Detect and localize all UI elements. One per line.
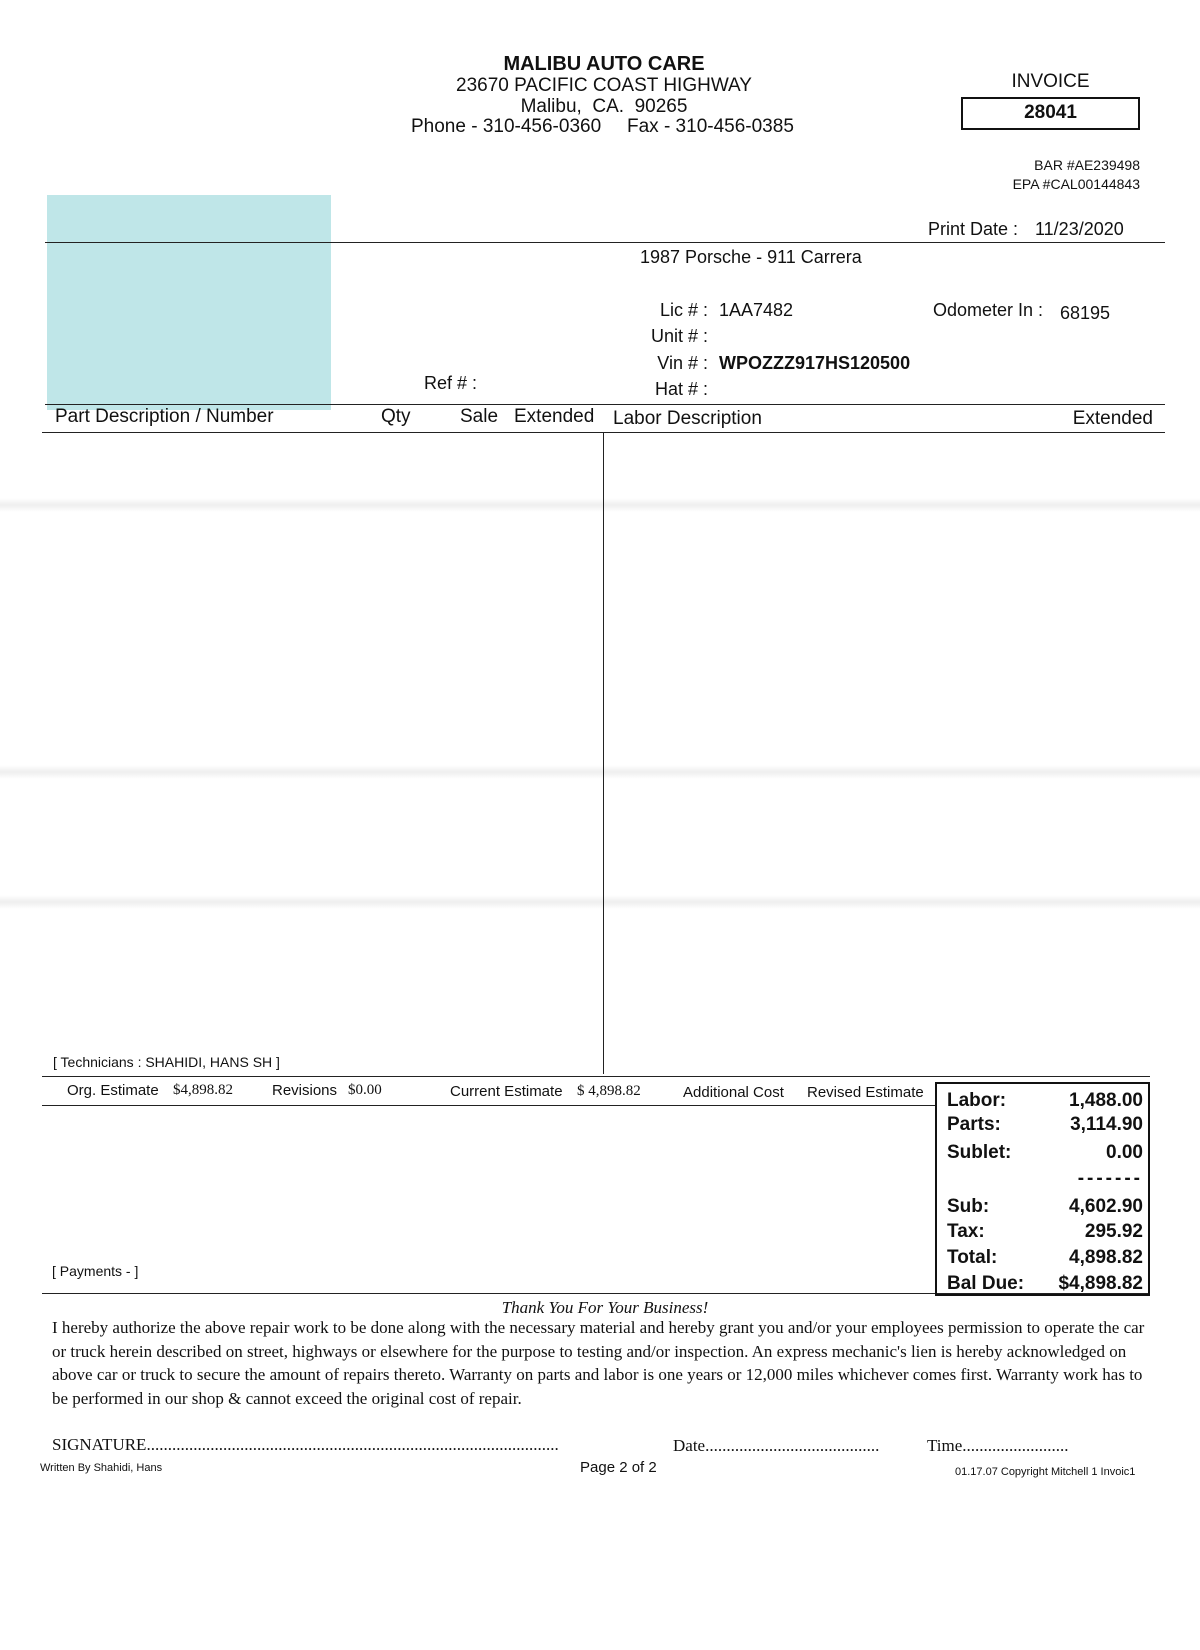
vin-value: WPOZZZ917HS120500 (719, 353, 911, 373)
tax-label: Tax: (947, 1221, 985, 1242)
time-line: Time......................... (927, 1436, 1069, 1455)
col-extended: Extended (514, 406, 595, 427)
current-estimate-value: $ 4,898.82 (577, 1083, 641, 1099)
epa-number: EPA #CAL00144843 (1012, 176, 1140, 192)
vehicle-description: 1987 Porsche - 911 Carrera (640, 247, 862, 267)
col-part-description: Part Description / Number (55, 406, 274, 427)
company-phone: Phone - 310-456-0360 (411, 116, 602, 137)
sublet-value: 0.00 (1106, 1142, 1143, 1163)
payments: [ Payments - ] (52, 1263, 139, 1279)
estimate-top-rule (42, 1076, 1150, 1077)
page-number: Page 2 of 2 (580, 1459, 657, 1476)
sublet-label: Sublet: (947, 1142, 1012, 1163)
invoice-number: 28041 (961, 97, 1140, 130)
col-sale: Sale (460, 406, 499, 427)
revisions-value: $0.00 (348, 1082, 382, 1098)
col-qty: Qty (381, 406, 411, 427)
totals-box (935, 1082, 1150, 1296)
odometer-label: Odometer In : (933, 300, 1044, 320)
total-label: Total: (947, 1247, 998, 1268)
col-labor-extended: Extended (1072, 408, 1153, 429)
labor-value: 1,488.00 (1069, 1090, 1143, 1111)
parts-value: 3,114.90 (1070, 1114, 1143, 1135)
sub-label: Sub: (947, 1196, 990, 1217)
thank-you: Thank You For Your Business! (501, 1298, 709, 1317)
company-name: MALIBU AUTO CARE (503, 53, 705, 75)
company-street: 23670 PACIFIC COAST HIGHWAY (456, 75, 752, 96)
parts-label: Parts: (947, 1114, 1001, 1135)
scan-streak (0, 498, 1200, 512)
unit-label: Unit # : (650, 326, 708, 346)
additional-cost-label: Additional Cost (683, 1084, 784, 1101)
invoice-label: INVOICE (1011, 71, 1090, 92)
print-date-label: Print Date : (928, 219, 1019, 239)
header-rule (45, 242, 1165, 243)
org-estimate-value: $4,898.82 (173, 1082, 233, 1098)
copyright: 01.17.07 Copyright Mitchell 1 Invoic1 (955, 1466, 1136, 1478)
labor-label: Labor: (947, 1090, 1007, 1111)
org-estimate-label: Org. Estimate (67, 1082, 159, 1099)
revisions-label: Revisions (272, 1082, 338, 1099)
col-labor-description: Labor Description (613, 408, 762, 429)
baldue-label: Bal Due: (947, 1273, 1025, 1294)
redaction-box (47, 195, 331, 410)
baldue-value: $4,898.82 (1058, 1273, 1143, 1294)
print-date: 11/23/2020 (1035, 219, 1124, 239)
hat-label: Hat # : (654, 379, 708, 399)
date-line: Date......................................... (673, 1436, 880, 1455)
total-value: 4,898.82 (1069, 1247, 1143, 1268)
revised-estimate-label: Revised Estimate (807, 1084, 924, 1101)
vin-label: Vin # : (657, 353, 708, 373)
odometer-value: 68195 (1060, 303, 1111, 323)
written-by: Written By Shahidi, Hans (40, 1462, 163, 1474)
columns-top-rule (45, 404, 1165, 405)
sub-value: 4,602.90 (1069, 1196, 1143, 1217)
technicians: [ Technicians : SHAHIDI, HANS SH ] (53, 1054, 280, 1070)
legal-text: I hereby authorize the above repair work to be done along with the necessary material and hereby grant you and/or your employees permission to operate the car or truck herein described on street, highways or elsewhere for the purpose to testing and/or inspection. An express mechanic's lien is hereby acknowledged on above car or truck to secure the amount of repairs thereto. Warranty on parts and labor is one years or 12,000 miles whichever comes first. Warranty work has to be performed in our shop & cannot exceed the original cost of repair. (52, 1318, 1145, 1408)
company-fax: Fax - 310-456-0385 (627, 116, 794, 137)
current-estimate-label: Current Estimate (450, 1083, 563, 1100)
scan-streak (0, 895, 1200, 909)
bar-number: BAR #AE239498 (1034, 157, 1140, 173)
signature-line: SIGNATURE................................................................................................. (52, 1435, 559, 1454)
column-divider (603, 432, 604, 1074)
ref-label: Ref # : (424, 373, 478, 393)
lic-label: Lic # : (659, 300, 708, 320)
tax-value: 295.92 (1084, 1221, 1143, 1242)
scan-streak (0, 765, 1200, 779)
estimate-bottom-rule (42, 1105, 935, 1106)
totals-divider-dashes: ------- (1077, 1168, 1143, 1189)
lic-value: 1AA7482 (719, 300, 794, 320)
company-city: Malibu, CA. 90265 (520, 96, 688, 117)
